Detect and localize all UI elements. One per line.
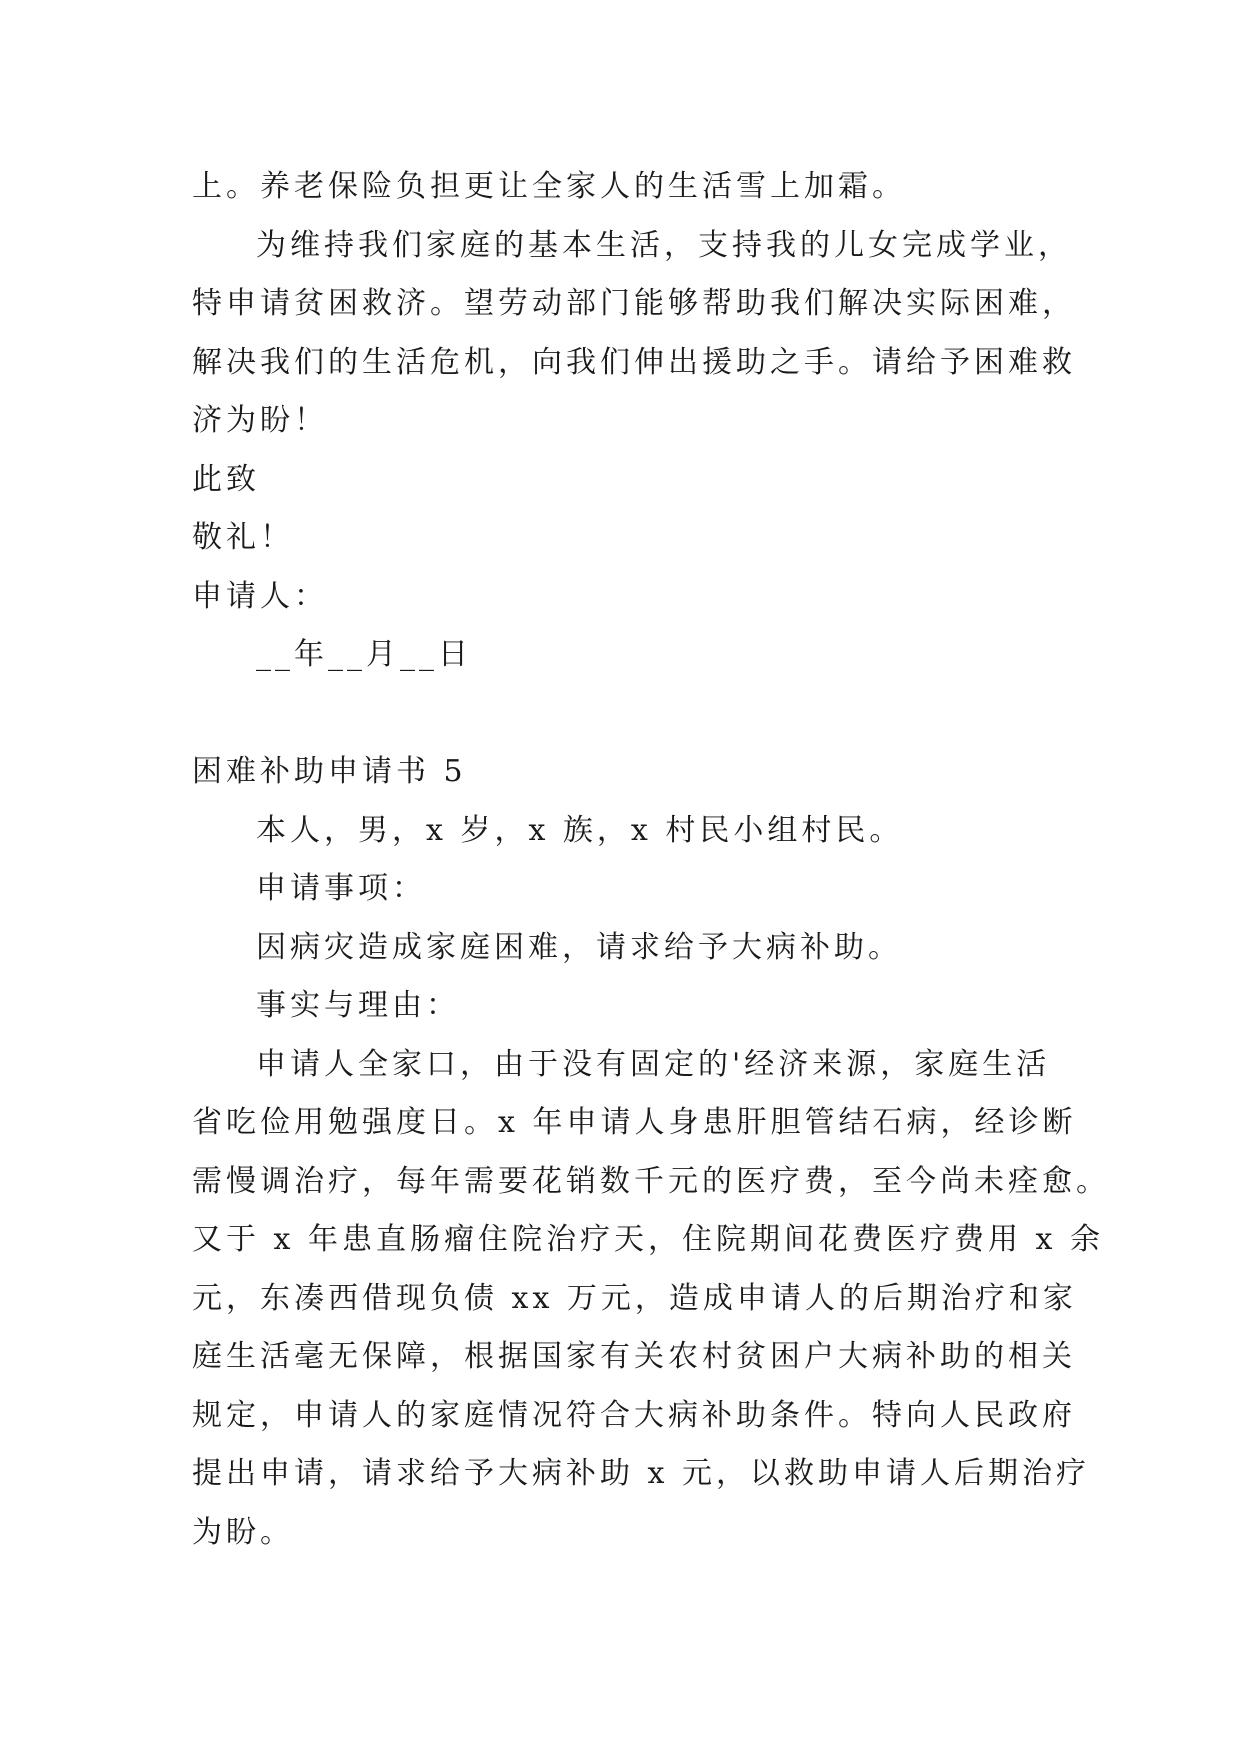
paragraph-line: 元，东凑西借现负债 xx 万元，造成申请人的后期治疗和家 xyxy=(192,1280,1077,1316)
paragraph-line: 提出申请，请求给予大病补助 x 元，以救助申请人后期治疗 xyxy=(192,1456,1090,1491)
paragraph-line: 庭生活毫无保障，根据国家有关农村贫困户大病补助的相关 xyxy=(192,1339,1076,1374)
paragraph-line: 为盼。 xyxy=(192,1514,294,1550)
paragraph-line: 事实与理由： xyxy=(256,988,460,1023)
paragraph-line: 因病灾造成家庭困难，请求给予大病补助。 xyxy=(256,929,902,965)
paragraph-line: 省吃俭用勉强度日。x 年申请人身患肝胆管结石病，经诊断 xyxy=(192,1105,1077,1140)
blank-line xyxy=(192,685,1072,744)
section-title: 困难补助申请书 5 xyxy=(192,754,467,789)
paragraph-line: 为维持我们家庭的基本生活，支持我的儿女完成学业， xyxy=(256,227,1072,263)
document-body xyxy=(192,158,1110,1562)
date-line: __年__月__日 xyxy=(256,637,472,672)
paragraph-line: 申请人全家口，由于没有固定的'经济来源，家庭生活 xyxy=(256,1046,1051,1082)
paragraph-line: 济为盼！ xyxy=(192,403,328,438)
salutation-line: 此致 xyxy=(192,461,260,497)
paragraph-line: 规定，申请人的家庭情况符合大病补助条件。特向人民政府 xyxy=(192,1397,1076,1433)
paragraph-line: 又于 x 年患直肠瘤住院治疗天，住院期间花费医疗费用 x 余 xyxy=(192,1222,1104,1257)
paragraph-line: 特申请贫困救济。望劳动部门能够帮助我们解决实际困难， xyxy=(192,286,1076,321)
paragraph-line: 申请事项： xyxy=(256,871,426,906)
applicant-label: 申请人： xyxy=(192,578,328,614)
paragraph-line: 解决我们的生活危机，向我们伸出援助之手。请给予困难救 xyxy=(192,344,1076,380)
paragraph-line: 需慢调治疗，每年需要花销数千元的医疗费，至今尚未痊愈。 xyxy=(192,1163,1110,1199)
paragraph-line: 本人，男，x 岁，x 族，x 村民小组村民。 xyxy=(256,812,904,848)
paragraph-line: 上。养老保险负担更让全家人的生活雪上加霜。 xyxy=(192,169,906,204)
salutation-line: 敬礼！ xyxy=(192,520,294,555)
